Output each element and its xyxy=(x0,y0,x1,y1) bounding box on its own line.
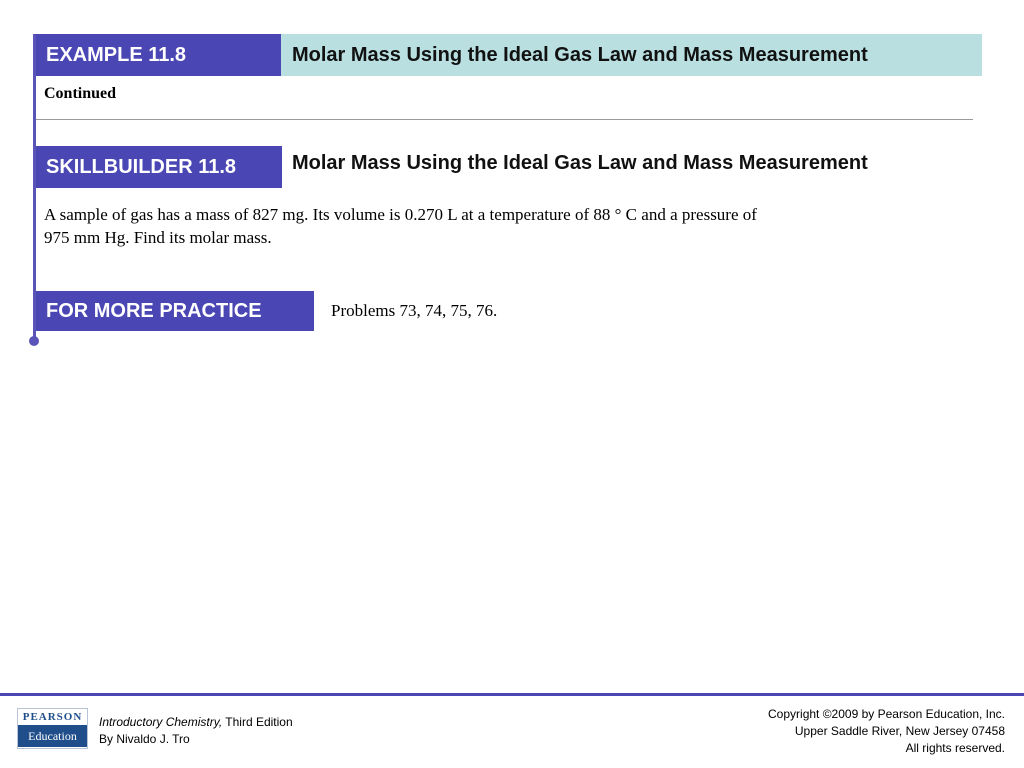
book-info xyxy=(99,714,293,748)
more-practice-label: FOR MORE PRACTICE xyxy=(36,291,314,331)
divider xyxy=(36,119,973,120)
logo-top-text: PEARSON xyxy=(22,711,83,723)
book-title-line xyxy=(99,714,293,731)
example-title-bar xyxy=(281,34,982,76)
footer-divider xyxy=(0,693,1024,696)
example-label: EXAMPLE 11.8 xyxy=(36,34,281,76)
pearson-logo xyxy=(17,708,88,749)
problem-line-2: 975 mm Hg. Find its molar mass. xyxy=(44,228,272,247)
copyright-line-1: Copyright ©2009 by Pearson Education, Inc. xyxy=(768,707,1005,721)
left-accent-dot xyxy=(29,336,39,346)
skillbuilder-label: SKILLBUILDER 11.8 xyxy=(36,146,282,188)
book-title: Introductory Chemistry, xyxy=(99,715,223,729)
book-edition: Third Edition xyxy=(222,715,293,729)
continued-label: Continued xyxy=(44,85,117,102)
book-author: By Nivaldo J. Tro xyxy=(99,732,190,746)
copyright-block xyxy=(768,706,1005,757)
skillbuilder-title: Molar Mass Using the Ideal Gas Law and Mass Measurement xyxy=(292,152,868,174)
copyright-line-2: Upper Saddle River, New Jersey 07458 xyxy=(794,724,1005,738)
copyright-line-3: All rights reserved. xyxy=(905,741,1005,755)
example-title: Molar Mass Using the Ideal Gas Law and Mass Measurement xyxy=(292,43,868,66)
problem-line-1: A sample of gas has a mass of 827 mg. Its volume is 0.270 L at a temperature of 88 ° C and a pressure of xyxy=(44,205,757,224)
more-practice-text: Problems 73, 74, 75, 76. xyxy=(331,301,498,320)
skillbuilder-problem xyxy=(44,203,904,249)
logo-bottom-text: Education xyxy=(18,725,87,747)
